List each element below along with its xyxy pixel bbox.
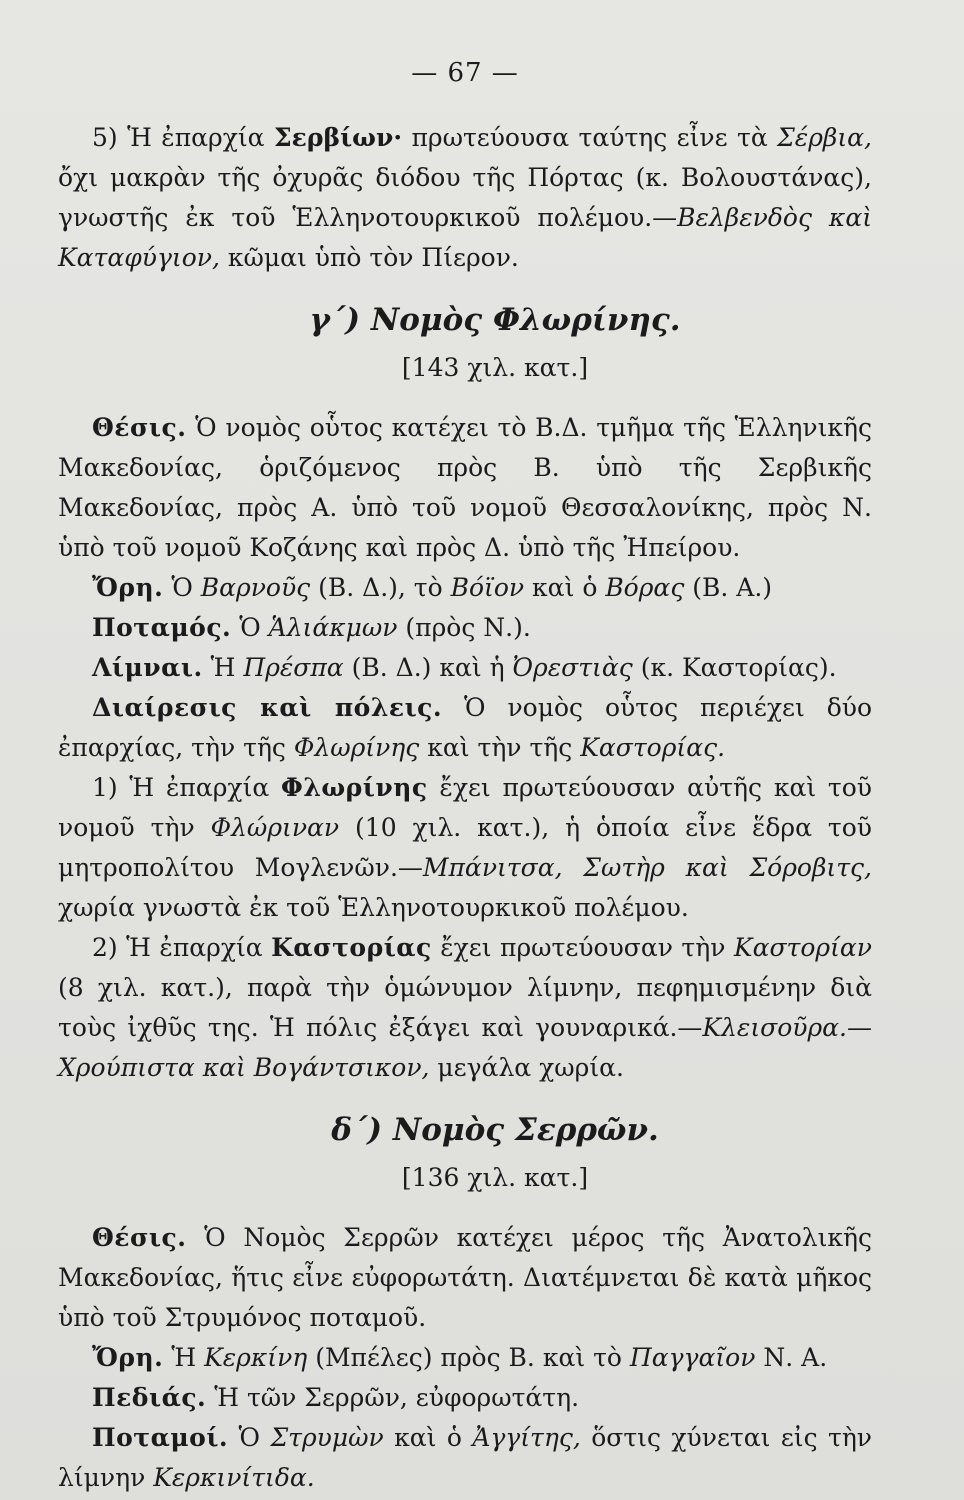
paragraph-florina-river: [58, 608, 872, 648]
term-label: Θέσις.: [92, 1223, 187, 1252]
text-run: (Β. Δ.) καὶ ἡ: [343, 653, 513, 682]
mountain-name: Βόϊον: [450, 573, 525, 602]
text-run: (πρὸς Ν.).: [397, 613, 531, 642]
text-run: Ἡ: [163, 1343, 205, 1372]
text-run: καὶ ὁ: [383, 1423, 473, 1452]
term-label: Θέσις.: [92, 413, 187, 442]
paragraph-kastoria-eparchy: [58, 928, 872, 1088]
paragraph-servia: [58, 118, 872, 278]
text-run: (8 χιλ. κατ.), παρὰ τὴν ὁμώνυμον λίμνην, πεφημισμένην διὰ τοὺς ἰχθῦς της. Ἡ πόλις ἐξάγει καὶ γουναρικά.—: [58, 973, 872, 1042]
village-names: Κλεισοῦρα.— Χρούπιστα καὶ Βογάντσικον,: [58, 1013, 872, 1082]
text-run: ὅστις χύνεται εἰς τὴν λίμνην: [58, 1423, 873, 1492]
text-run: Ὁ νομὸς οὗτος κατέχει τὸ Β.Δ. τμῆμα τῆς Ἑλληνικῆς Μακεδονίας, ὁριζόμενος πρὸς Β. ὑπὸ τῆς Σερβικῆς Μακεδονίας, πρὸς Α. ὑπὸ τοῦ νομοῦ Θεσσαλονίκης, πρὸς Ν. ὑπὸ τοῦ νομοῦ Κοζάνης καὶ πρὸς Δ. ὑπὸ τῆς Ἠπείρου.: [58, 413, 872, 562]
text-run: Ἡ: [202, 653, 244, 682]
text-run: κῶμαι ὑπὸ τὸν Πίερον.: [219, 243, 519, 272]
paragraph-serres-position: [58, 1218, 872, 1338]
text-run: μεγάλα χωρία.: [429, 1053, 624, 1082]
river-name: Στρυμὼν: [270, 1423, 384, 1452]
mountain-name: Παγγαῖον: [629, 1343, 756, 1372]
section-heading-serres: δ΄) Νομὸς Σερρῶν.: [331, 1112, 659, 1148]
paragraph-serres-mountains: [58, 1338, 872, 1378]
text-run: 2) Ἡ ἐπαρχία: [92, 933, 272, 962]
text-run: Ὁ: [228, 1423, 271, 1452]
lake-name: Κερκινίτιδα.: [153, 1463, 315, 1492]
eparchy-name: Φλωρίνης: [293, 733, 420, 762]
text-run: (Β. Δ.), τὸ: [310, 573, 451, 602]
paragraph-florina-position: [58, 408, 872, 568]
term-label: Διαίρεσις καὶ πόλεις.: [92, 693, 443, 722]
text-run: 5) Ἡ ἐπαρχία: [92, 123, 274, 152]
term-label: Πεδιάς.: [92, 1383, 207, 1412]
mountain-name: Βαρνοῦς: [200, 573, 311, 602]
term-label: Λίμναι.: [92, 653, 203, 682]
mountain-name: Κερκίνη: [204, 1343, 308, 1372]
village-names: Βελβενδὸς καὶ Καταφύγιον,: [58, 203, 873, 272]
text-run: χωρία γνωστὰ ἐκ τοῦ Ἑλληνοτουρκικοῦ πολέμου.: [58, 893, 689, 922]
text-run: καὶ τὴν τῆς: [419, 733, 581, 762]
term-label: Ποταμοί.: [92, 1423, 229, 1452]
paragraph-serres-plain: [58, 1378, 872, 1418]
text-run: Ἡ τῶν Σερρῶν, εὐφορωτάτη.: [206, 1383, 580, 1412]
text-run: Ν. Α.: [755, 1343, 828, 1372]
capital-name: Καστορίαν: [733, 933, 872, 962]
area-serres: [136 χιλ. κατ.]: [401, 1163, 589, 1192]
lake-name: Πρέσπα: [243, 653, 344, 682]
paragraph-serres-rivers: [58, 1418, 872, 1498]
text-run: Ὁ: [231, 613, 269, 642]
text-run: (10 χιλ. κατ.), ἡ ὁποία εἶνε ἕδρα τοῦ μητροπολίτου Μογλενῶν.—: [58, 813, 872, 882]
eparchy-name: Καστορίας: [271, 933, 432, 962]
text-run: Ὁ Νομὸς Σερρῶν κατέχει μέρος τῆς Ἀνατολικῆς Μακεδονίας, ἥτις εἶνε εὐφορωτάτη. Διατέμνεται δὲ κατὰ μῆκος ὑπὸ τοῦ Στρυμόνος ποταμοῦ.: [58, 1223, 872, 1332]
river-name: Ἀγγίτης,: [472, 1423, 581, 1452]
village-names: Μπάνιτσα, Σωτὴρ καὶ Σόροβιτς,: [422, 853, 872, 882]
term-label: Ποταμός.: [92, 613, 232, 642]
term-label: Ὄρη.: [92, 1343, 164, 1372]
river-name: Ἁλιάκμων: [268, 613, 398, 642]
text-run: 1) Ἡ ἐπαρχία: [92, 773, 282, 802]
paragraph-florina-mountains: [58, 568, 872, 608]
text-run: (κ. Καστορίας).: [632, 653, 837, 682]
eparchy-name: Σερβίων·: [273, 123, 403, 152]
term-label: Ὄρη.: [92, 573, 164, 602]
text-run: ὄχι μακρὰν τῆς ὀχυρᾶς διόδου τῆς Πόρτας (κ. Βολουστάνας), γνωστῆς ἐκ τοῦ Ἑλληνοτουρκικοῦ πολέμου.—: [58, 163, 872, 232]
lake-name: Ὀρεστιὰς: [512, 653, 633, 682]
text-run: ἔχει πρωτεύουσαν τὴν: [431, 933, 734, 962]
text-run: καὶ ὁ: [524, 573, 606, 602]
area-florina: [143 χιλ. κατ.]: [401, 353, 589, 382]
page-number: — 67 —: [411, 58, 519, 88]
capital-name: Σέρβια,: [777, 123, 872, 152]
text-run: πρωτεύουσα ταύτης εἶνε τὰ: [402, 123, 778, 152]
mountain-name: Βόρας: [605, 573, 685, 602]
paragraph-florina-eparchy: [58, 768, 872, 928]
text-run: Ὁ: [163, 573, 201, 602]
eparchy-name: Καστορίας.: [580, 733, 726, 762]
text-run: (Μπέλες) πρὸς Β. καὶ τὸ: [307, 1343, 630, 1372]
section-heading-florina: γ΄) Νομὸς Φλωρίνης.: [309, 302, 681, 338]
paragraph-florina-lakes: [58, 648, 872, 688]
text-run: (Β. Α.): [684, 573, 773, 602]
text-run: Ὁ νομὸς οὗτος περιέχει δύο ἐπαρχίας, τὴν τῆς: [58, 693, 873, 762]
paragraph-florina-division: [58, 688, 872, 768]
eparchy-name: Φλωρίνης: [281, 773, 428, 802]
text-run: ἔχει πρωτεύουσαν αὐτῆς καὶ τοῦ νομοῦ τὴν: [58, 773, 872, 842]
capital-name: Φλώριναν: [210, 813, 340, 842]
